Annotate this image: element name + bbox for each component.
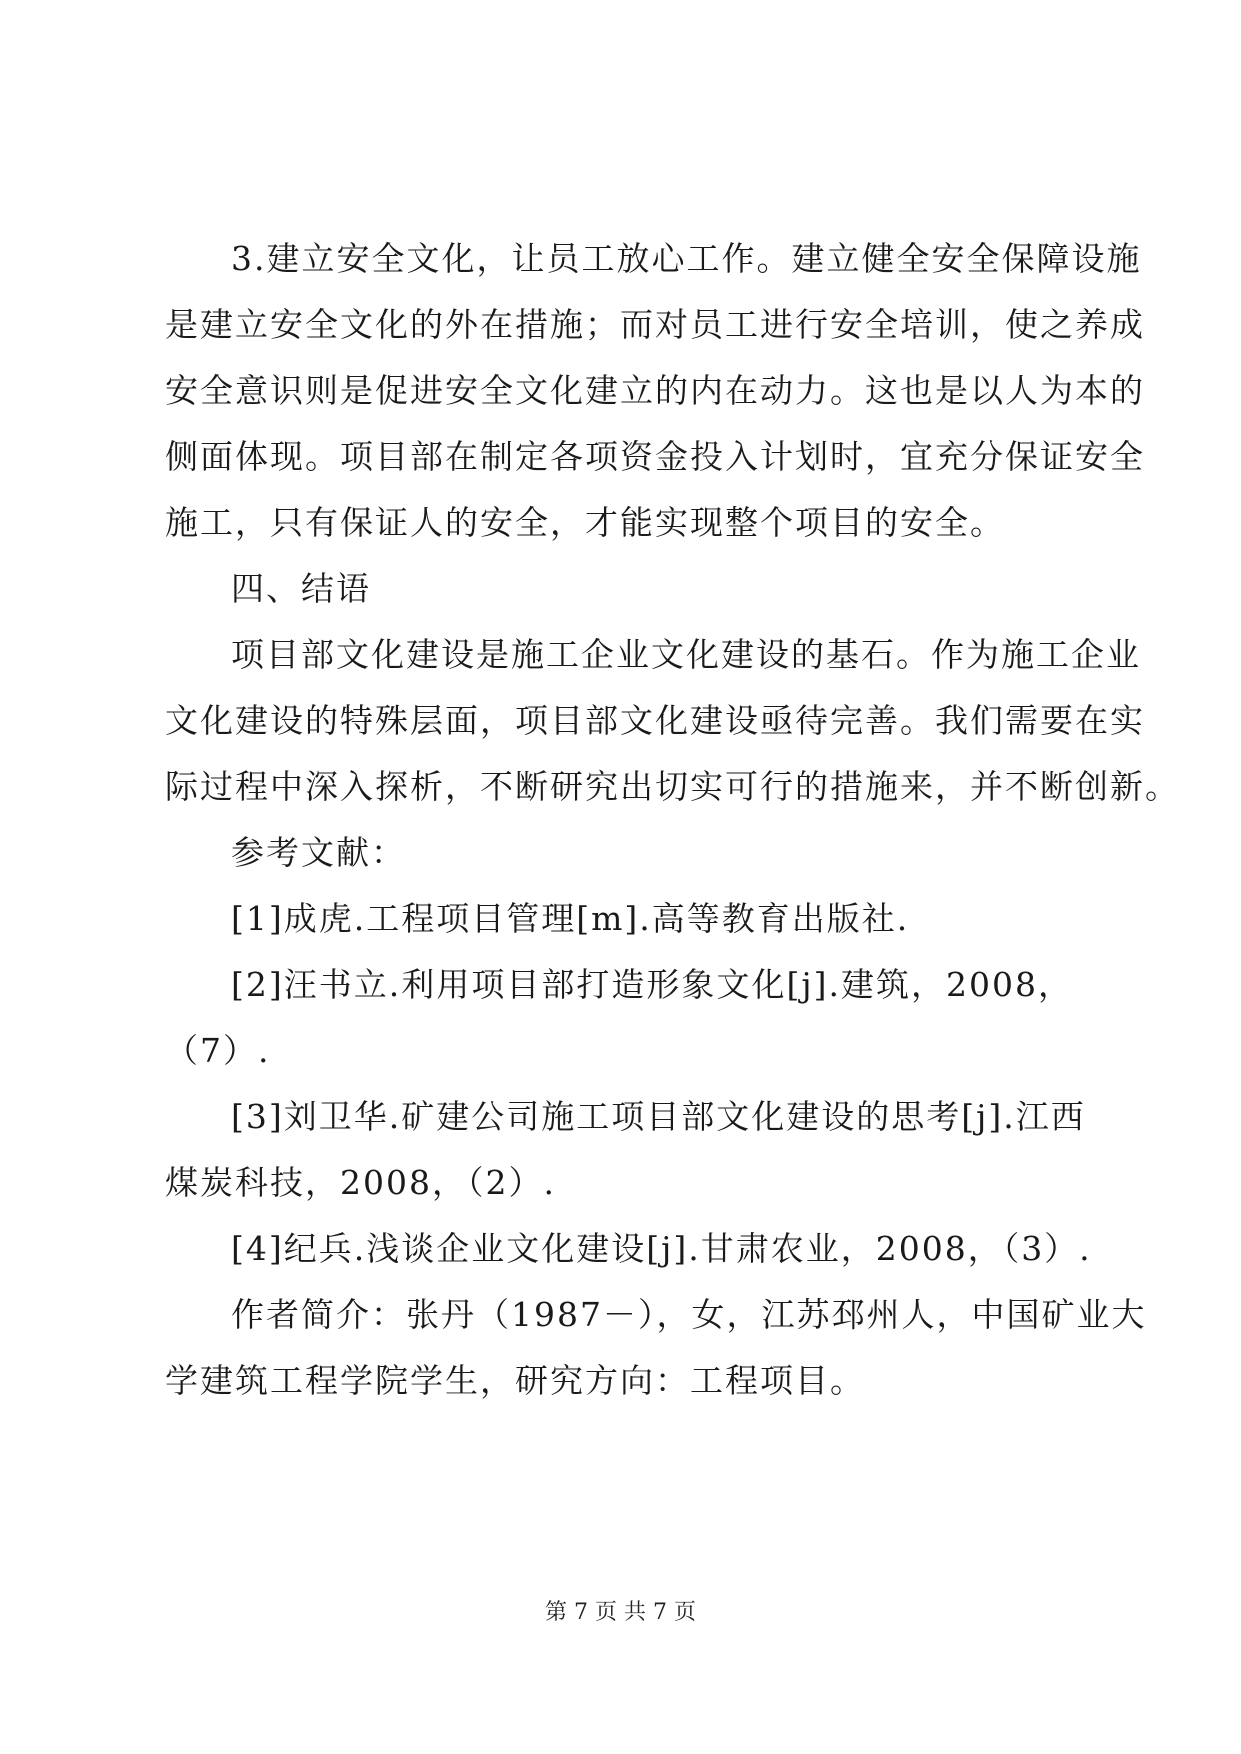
text-line: （7）. (165, 1031, 271, 1070)
text-line: 四、结语 (231, 569, 371, 608)
text-line: 施工，只有保证人的安全，才能实现整个项目的安全。 (165, 503, 1005, 542)
text-line: 参考文献： (231, 833, 406, 872)
text-line: [1]成虎.工程项目管理[m].高等教育出版社. (231, 899, 910, 938)
page-footer: 第 7 页 共 7 页 (545, 1600, 696, 1625)
text-line: 项目部文化建设是施工企业文化建设的基石。作为施工企业 (231, 635, 1141, 674)
text-line: [3]刘卫华.矿建公司施工项目部文化建设的思考[j].江西 (231, 1097, 1086, 1136)
text-line: 文化建设的特殊层面，项目部文化建设亟待完善。我们需要在实 (165, 701, 1145, 740)
text-line: 作者简介：张丹（1987－），女，江苏邳州人，中国矿业大 (231, 1295, 1147, 1334)
text-line: 是建立安全文化的外在措施；而对员工进行安全培训，使之养成 (165, 305, 1145, 344)
text-line: 际过程中深入探析，不断研究出切实可行的措施来，并不断创新。 (165, 767, 1180, 806)
text-line: [2]汪书立.利用项目部打造形象文化[j].建筑，2008， (231, 965, 1073, 1004)
text-line: [4]纪兵.浅谈企业文化建设[j].甘肃农业，2008，（3）. (231, 1229, 1092, 1268)
text-line: 侧面体现。项目部在制定各项资金投入计划时，宜充分保证安全 (165, 437, 1145, 476)
document-body (165, 226, 1180, 1414)
text-line: 煤炭科技，2008，（2）. (165, 1163, 556, 1202)
text-line: 学建筑工程学院学生，研究方向：工程项目。 (165, 1361, 865, 1400)
text-line: 安全意识则是促进安全文化建立的内在动力。这也是以人为本的 (165, 371, 1145, 410)
text-line: 3.建立安全文化，让员工放心工作。建立健全安全保障设施 (231, 239, 1142, 278)
